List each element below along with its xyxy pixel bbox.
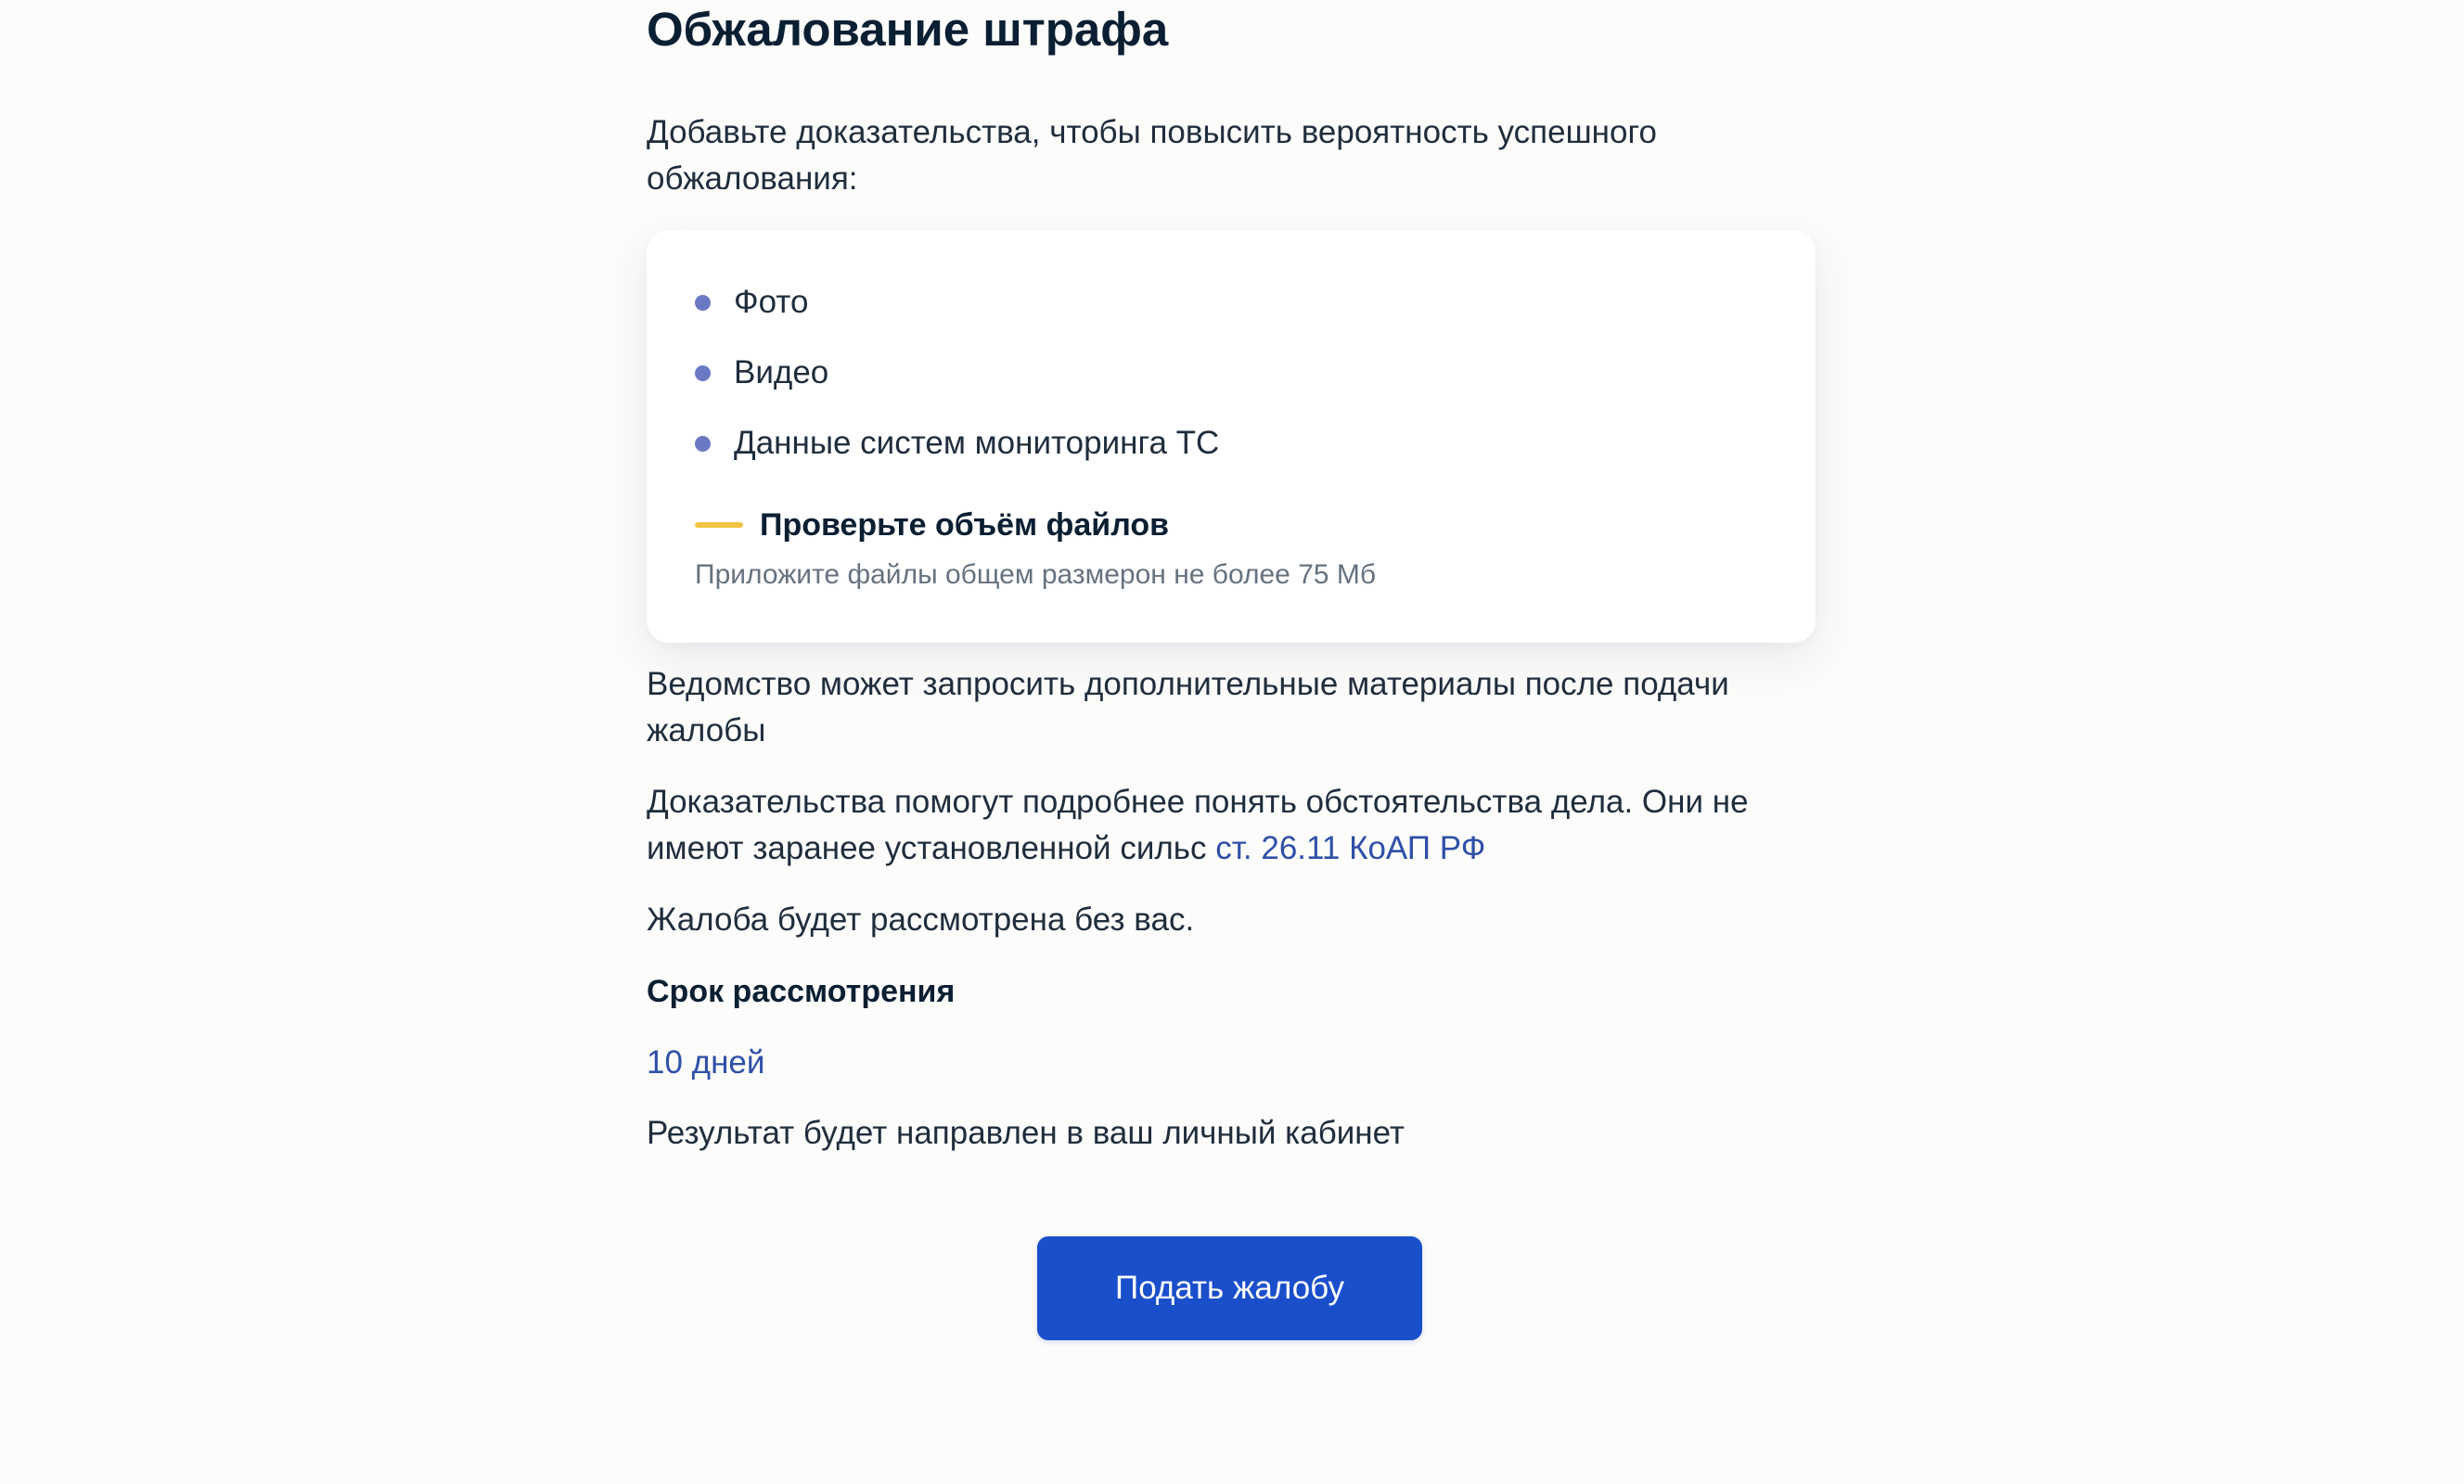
evidence-card [647, 230, 1816, 643]
evidence-item-video [695, 338, 1219, 408]
result-delivery-text: Результат будет направлен в ваш личный кабинет [647, 1115, 1405, 1151]
evidence-item-label: Данные систем мониторинга ТС [734, 425, 1220, 461]
evidence-item-label: Фото [734, 284, 809, 320]
review-without-you-text: Жалоба будет рассмотрена без вас. [647, 902, 1195, 938]
evidence-explanation [647, 779, 1760, 872]
submit-complaint-button[interactable]: Подать жалобу [1037, 1236, 1422, 1340]
warning-text: Приложите файлы общем размерон не более 75 Мб [695, 559, 1377, 590]
bullet-icon [695, 436, 711, 452]
warning-title: Проверьте объём файлов [760, 507, 1170, 543]
deadline-heading: Срок рассмотрения [647, 974, 956, 1009]
law-article-link[interactable]: ст. 26.11 КоАП РФ [1215, 830, 1486, 866]
evidence-list [695, 267, 1219, 479]
intro-text: Добавьте доказательства, чтобы повысить вероятность успешного обжалования: [647, 114, 1657, 197]
deadline-value: 10 дней [647, 1044, 765, 1081]
warning-accent-line [695, 522, 743, 528]
request-materials-text: Ведомство может запросить дополнительные материалы после подачи жалобы [647, 666, 1729, 748]
page-title: Обжалование штрафа [647, 3, 1169, 56]
bullet-icon [695, 295, 711, 311]
evidence-item-monitoring-data [695, 408, 1219, 479]
evidence-item-label: Видео [734, 354, 829, 390]
bullet-icon [695, 365, 711, 381]
evidence-item-photo [695, 267, 1219, 338]
evidence-explanation-text: Доказательства помогут подробнее понять обстоятельства дела. Они не имеют заранее установленной сильс [647, 784, 1749, 866]
